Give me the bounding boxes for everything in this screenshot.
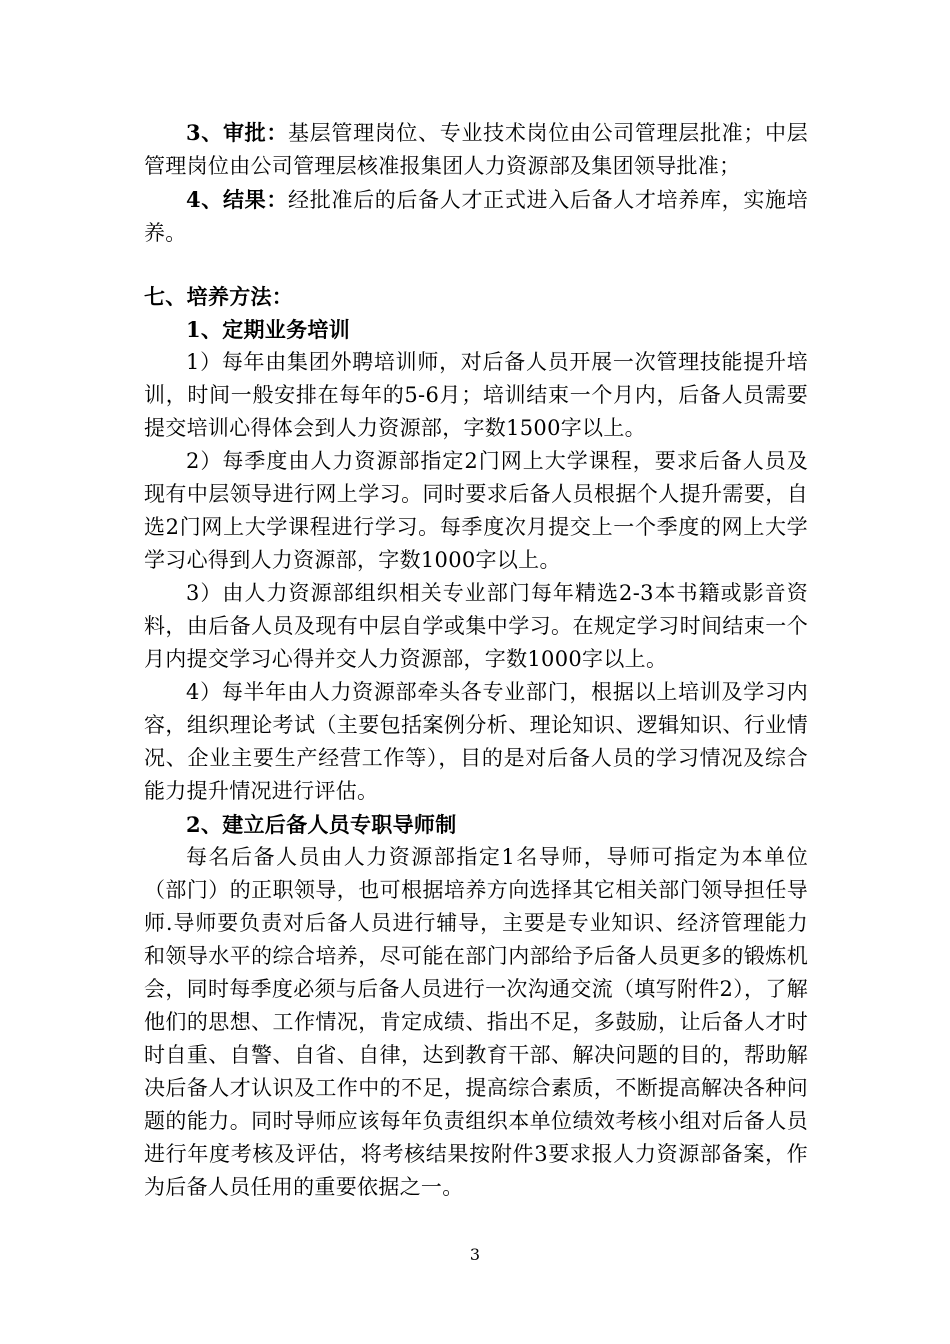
page-number: 3	[469, 1245, 481, 1264]
mentor-system-paragraph: 每名后备人员由人力资源部指定1名导师，导师可指定为本单位（部门）的正职领导，也可根据培养方向选择其它相关部门领导担任导师.导师要负责对后备人员进行辅导，主要是专业知识、经济管理能力和领导水平的综合培养，尽可能在部门内部给予后备人员更多的锻炼机会，同时每季度必须与后备人员进行一次沟通交流（填写附件2），了解他们的思想、工作情况，肯定成绩、指出不足，多鼓励，让后备人才时时自重、自警、自省、自律，达到教育干部、解决问题的目的，帮助解决后备人才认识及工作中的不足，提高综合素质，不断提高解决各种问题的能力。同时导师应该每年负责组织本单位绩效考核小组对后备人员进行年度考核及评估，将考核结果按附件3要求报人力资源部备案，作为后备人员任用的重要依据之一。	[144, 845, 808, 1199]
training-item-4: 4）每半年由人力资源部牵头各专业部门，根据以上培训及学习内容，组织理论考试（主要包括案例分析、理论知识、逻辑知识、行业情况、企业主要生产经营工作等），目的是对后备人员的学习情况及综合能力提升情况进行评估。	[144, 680, 808, 803]
result-text: 经批准后的后备人才正式进入后备人才培养库，实施培养。	[144, 188, 808, 245]
training-item-2: 2）每季度由人力资源部指定2门网上大学课程，要求后备人员及现有中层领导进行网上学习。同时要求后备人员根据个人提升需要，自选2门网上大学课程进行学习。每季度次月提交上一个季度的网上大学学习心得到人力资源部，字数1000字以上。	[144, 449, 808, 572]
result-heading: 4、结果：	[186, 187, 289, 212]
approval-paragraph	[144, 116, 808, 183]
subsection-title-mentor-system: 2、建立后备人员专职导师制	[186, 812, 457, 837]
document-body	[144, 116, 808, 1204]
approval-heading: 3、审批：	[186, 120, 289, 145]
section-title-training-methods: 七、培养方法：	[144, 284, 294, 309]
training-item-3: 3）由人力资源部组织相关专业部门每年精选2-3本书籍或影音资料，由后备人员及现有中层自学或集中学习。在规定学习时间结束一个月内提交学习心得并交人力资源部，字数1000字以上。	[144, 581, 808, 671]
result-paragraph	[144, 183, 808, 250]
training-item-1: 1）每年由集团外聘培训师，对后备人员开展一次管理技能提升培训，时间一般安排在每年的5-6月；培训结束一个月内，后备人员需要提交培训心得体会到人力资源部，字数1500字以上。	[144, 350, 808, 440]
approval-text: 基层管理岗位、专业技术岗位由公司管理层批准；中层管理岗位由公司管理层核准报集团人力资源部及集团领导批准；	[144, 121, 808, 178]
subsection-title-regular-training: 1、定期业务培训	[186, 317, 351, 342]
